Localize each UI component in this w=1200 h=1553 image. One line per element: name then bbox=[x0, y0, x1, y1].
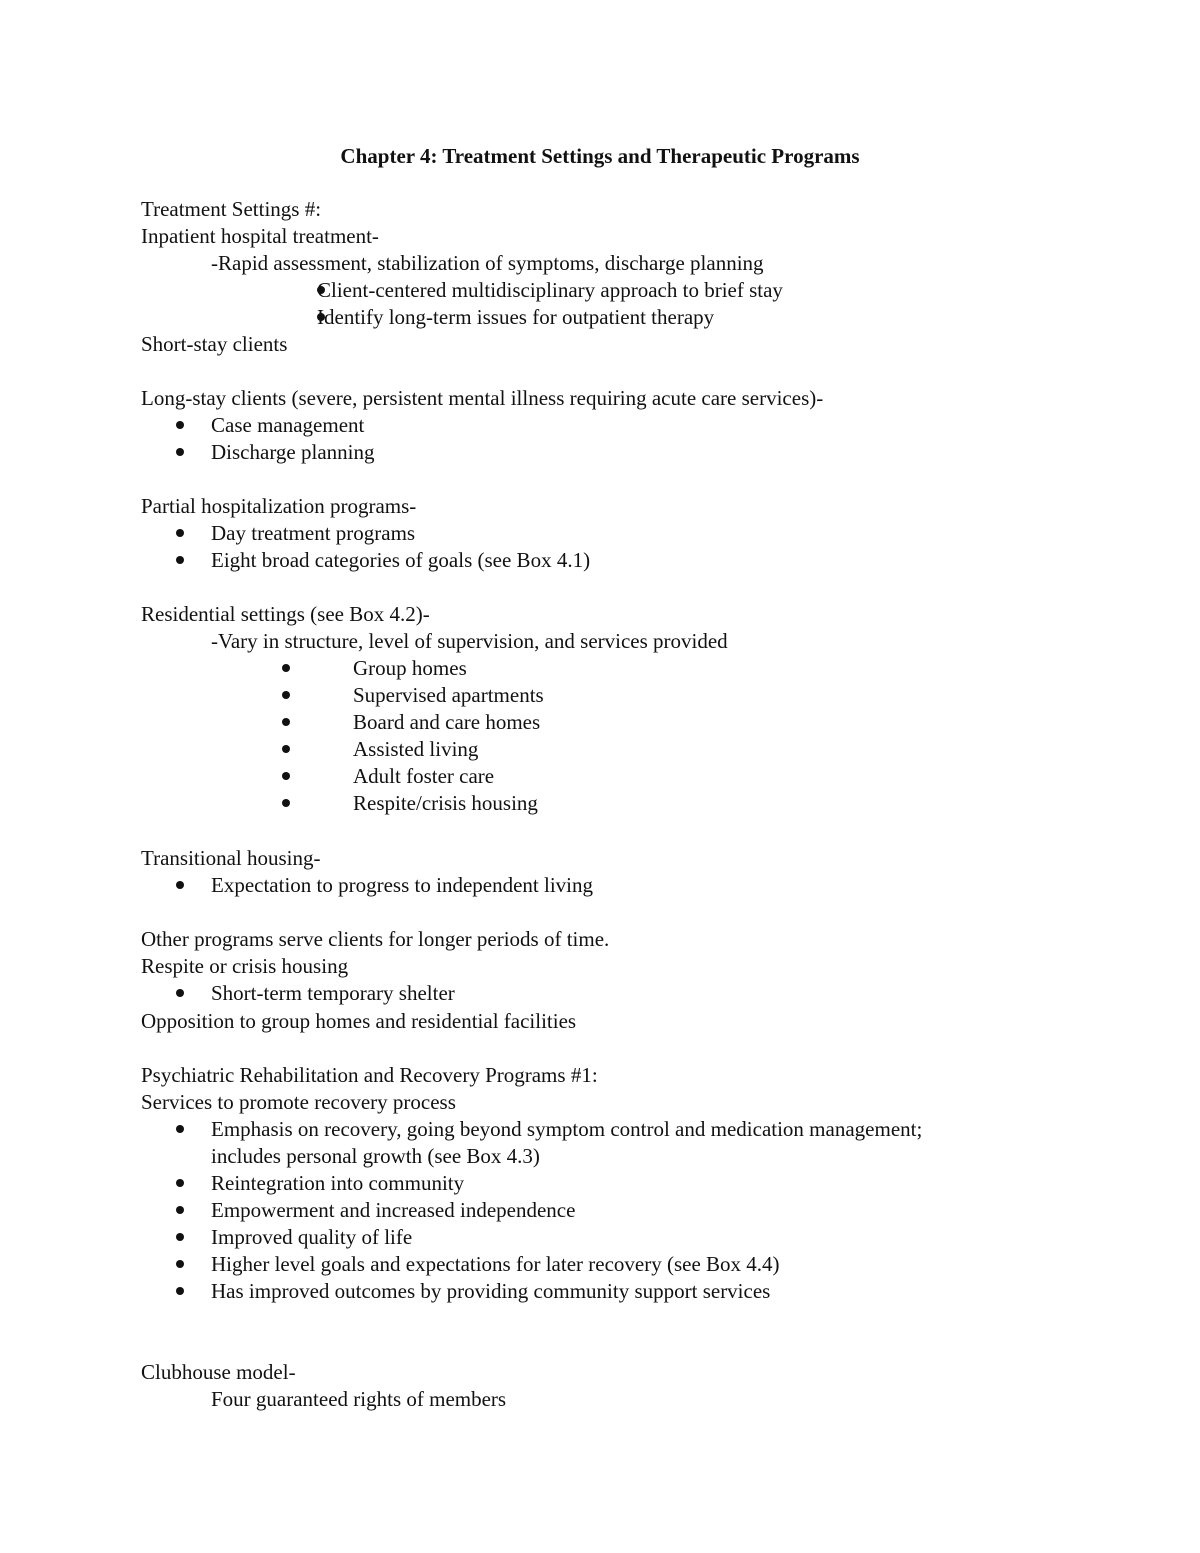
topic-short-stay-clients: Short-stay clients bbox=[141, 332, 288, 356]
detail-line: -Rapid assessment, stabilization of symptoms, discharge planning bbox=[211, 251, 764, 275]
list-item: Reintegration into community bbox=[211, 1171, 465, 1195]
list-item: Client-centered multidisciplinary approach to brief stay bbox=[317, 278, 783, 302]
list-item: Group homes bbox=[353, 656, 467, 680]
list-item: Board and care homes bbox=[353, 710, 541, 734]
list-item: Short-term temporary shelter bbox=[211, 981, 455, 1005]
bullet-icon bbox=[176, 421, 184, 429]
topic-inpatient-hospital-treatment: Inpatient hospital treatment- bbox=[141, 224, 379, 248]
page-title: Chapter 4: Treatment Settings and Therapeutic Programs bbox=[340, 144, 860, 168]
list-item: Higher level goals and expectations for later recovery (see Box 4.4) bbox=[211, 1252, 780, 1276]
topic-partial-hospitalization: Partial hospitalization programs- bbox=[141, 494, 417, 518]
topic-transitional-housing: Transitional housing- bbox=[141, 846, 321, 870]
section-heading-treatment-settings: Treatment Settings #: bbox=[141, 197, 322, 221]
bullet-icon bbox=[282, 772, 290, 780]
bullet-icon bbox=[176, 1179, 184, 1187]
text-line: Other programs serve clients for longer periods of time. bbox=[141, 927, 610, 951]
bullet-icon bbox=[176, 1260, 184, 1268]
section-heading-psychiatric-rehabilitation: Psychiatric Rehabilitation and Recovery Programs #1: bbox=[141, 1063, 598, 1087]
text-line: Services to promote recovery process bbox=[141, 1090, 456, 1114]
list-item: Identify long-term issues for outpatient therapy bbox=[317, 305, 715, 329]
topic-long-stay-clients: Long-stay clients (severe, persistent mental illness requiring acute care services)- bbox=[141, 386, 824, 410]
bullet-icon bbox=[176, 1125, 184, 1133]
list-item: Emphasis on recovery, going beyond symptom control and medication management; bbox=[211, 1117, 923, 1141]
topic-clubhouse-model: Clubhouse model- bbox=[141, 1360, 296, 1384]
bullet-icon bbox=[282, 799, 290, 807]
bullet-icon bbox=[176, 448, 184, 456]
detail-line: -Vary in structure, level of supervision, and services provided bbox=[211, 629, 728, 653]
bullet-icon bbox=[176, 1233, 184, 1241]
bullet-icon bbox=[176, 556, 184, 564]
topic-respite-crisis-housing: Respite or crisis housing bbox=[141, 954, 349, 978]
topic-residential-settings: Residential settings (see Box 4.2)- bbox=[141, 602, 430, 626]
bullet-icon bbox=[176, 881, 184, 889]
detail-line: Four guaranteed rights of members bbox=[211, 1387, 507, 1411]
bullet-icon bbox=[282, 745, 290, 753]
list-item: Adult foster care bbox=[353, 764, 495, 788]
list-item: Has improved outcomes by providing community support services bbox=[211, 1279, 771, 1303]
text-line: Opposition to group homes and residential facilities bbox=[141, 1009, 577, 1033]
list-item: Eight broad categories of goals (see Box 4.1) bbox=[211, 548, 591, 572]
bullet-icon bbox=[282, 718, 290, 726]
list-item: Assisted living bbox=[353, 737, 479, 761]
list-item-continuation: includes personal growth (see Box 4.3) bbox=[211, 1144, 540, 1168]
bullet-icon bbox=[176, 529, 184, 537]
list-item: Respite/crisis housing bbox=[353, 791, 538, 815]
list-item: Expectation to progress to independent living bbox=[211, 873, 593, 897]
bullet-icon bbox=[176, 1206, 184, 1214]
list-item: Supervised apartments bbox=[353, 683, 544, 707]
bullet-icon bbox=[282, 664, 290, 672]
list-item: Improved quality of life bbox=[211, 1225, 413, 1249]
list-item: Discharge planning bbox=[211, 440, 375, 464]
bullet-icon bbox=[176, 1287, 184, 1295]
bullet-icon bbox=[176, 989, 184, 997]
list-item: Empowerment and increased independence bbox=[211, 1198, 576, 1222]
list-item: Day treatment programs bbox=[211, 521, 416, 545]
list-item: Case management bbox=[211, 413, 365, 437]
bullet-icon bbox=[282, 691, 290, 699]
